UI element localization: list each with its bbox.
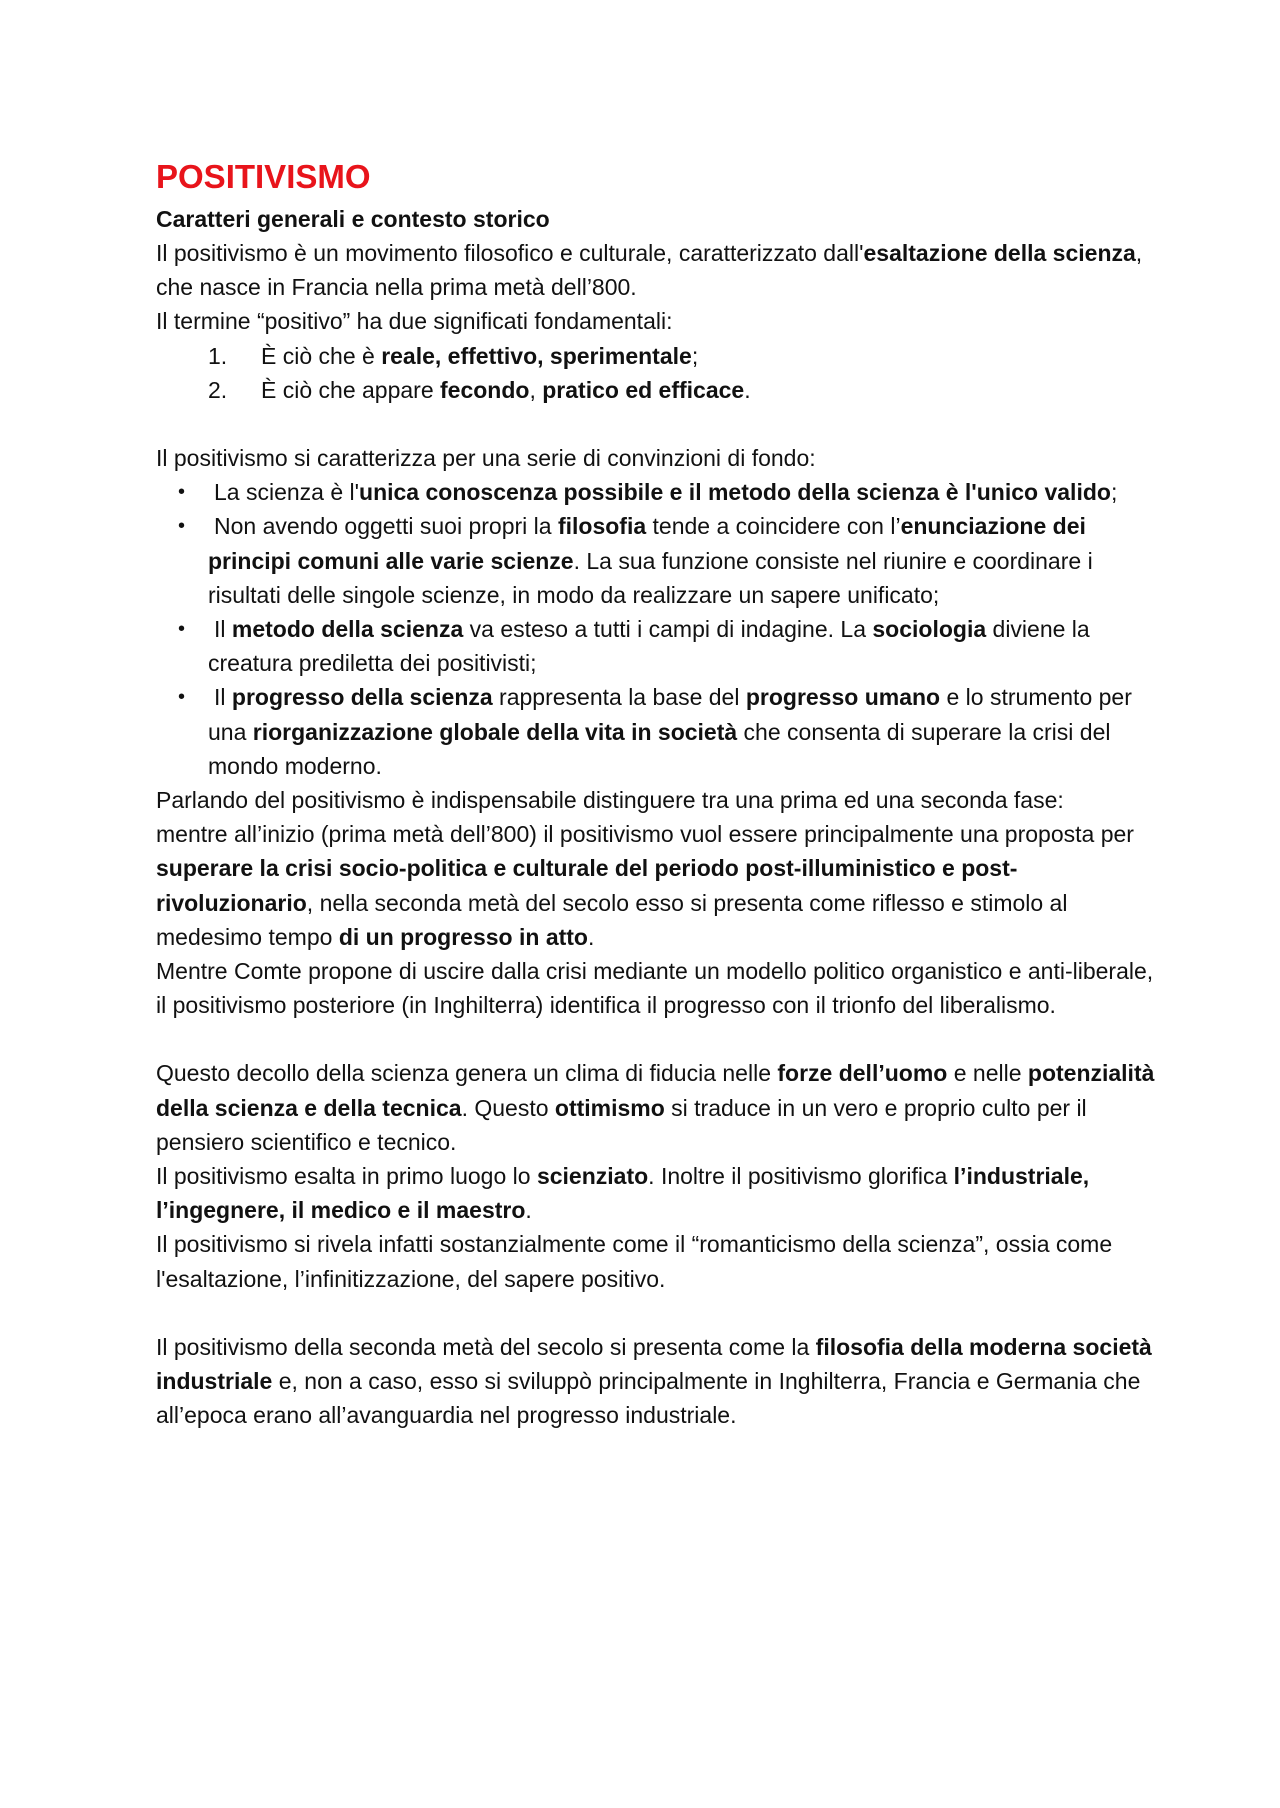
bold-text: filosofia della moderna società industriale xyxy=(156,1333,1152,1395)
romanticismo-paragraph xyxy=(156,1227,1160,1295)
bold-text: metodo della scienza xyxy=(231,616,464,643)
list-item-text xyxy=(208,616,1090,676)
list-item xyxy=(156,612,1160,680)
list-item xyxy=(156,373,1160,407)
text-run: È ciò che è xyxy=(261,342,382,369)
list-item-text xyxy=(208,479,1117,505)
text-run: Non avendo oggetti suoi propri la xyxy=(214,513,558,540)
text-run: e, non a caso, esso si sviluppò principalmente in Inghilterra, Francia e Germania che all’epoca erano all’avanguardia nel progresso industriale. xyxy=(156,1368,1141,1429)
text-run: rappresenta la base del xyxy=(492,684,746,711)
spacer xyxy=(156,407,1160,441)
text-run: Il termine “positivo” ha due significati fondamentali: xyxy=(156,308,673,335)
text-run: va esteso a tutti i campi di indagine. La xyxy=(463,616,873,643)
bold-text: potenzialità della scienza e della tecnica xyxy=(156,1060,1155,1121)
text-run: Mentre Comte propone di uscire dalla crisi mediante un modello politico organistico e anti-liberale, il positivismo posteriore (in Inghilterra) identifica il progresso con il trionfo del liberalismo. xyxy=(156,958,1154,1019)
convinzioni-intro-paragraph xyxy=(156,441,1160,475)
text-run: . Questo xyxy=(461,1094,555,1121)
list-item xyxy=(156,680,1160,783)
bold-text: forze dell’uomo xyxy=(777,1060,948,1087)
term-intro-paragraph xyxy=(156,304,1160,338)
list-item xyxy=(156,509,1160,612)
list-item-text xyxy=(208,513,1093,607)
text-run: Il positivismo della seconda metà del secolo si presenta come la xyxy=(156,1333,816,1360)
bold-text: sociologia xyxy=(872,616,987,643)
text-run: . xyxy=(744,376,751,403)
bullet-icon: • xyxy=(178,618,186,641)
bold-text: l’industriale, l’ingegnere, il medico e il maestro xyxy=(156,1163,1090,1224)
bold-text: progresso della scienza xyxy=(231,684,493,711)
meanings-list xyxy=(156,339,1160,407)
list-number: 1. xyxy=(208,342,228,369)
bold-text: fecondo xyxy=(440,376,530,403)
bold-text: scienziato xyxy=(536,1163,649,1190)
page-title: POSITIVISMO xyxy=(156,158,371,195)
text-run: , che nasce in Francia nella prima metà dell’800. xyxy=(156,240,1143,301)
bold-text: enunciazione dei principi comuni alle varie scienze xyxy=(208,513,1086,574)
text-run: e nelle xyxy=(947,1060,1028,1087)
text-run: ; xyxy=(691,342,699,369)
text-run: e lo strumento per una xyxy=(208,684,1132,745)
list-item-text xyxy=(261,377,751,403)
text-run: La scienza è l' xyxy=(214,479,360,506)
text-run: Parlando del positivismo è indispensabile distinguere tra una prima ed una seconda fase: xyxy=(156,787,1064,814)
list-number: 2. xyxy=(208,376,228,403)
spacer xyxy=(156,1296,1160,1330)
text-run: Questo decollo della scienza genera un clima di fiducia nelle xyxy=(156,1060,778,1087)
comte-paragraph xyxy=(156,954,1160,1022)
scienziato-paragraph xyxy=(156,1159,1160,1227)
decollo-paragraph xyxy=(156,1056,1160,1159)
text-run: Il positivismo si caratterizza per una serie di convinzioni di fondo: xyxy=(156,445,816,472)
text-run: . xyxy=(525,1197,532,1224)
bullet-icon: • xyxy=(178,515,186,538)
list-item-text xyxy=(208,684,1132,778)
bold-text: ottimismo xyxy=(554,1094,665,1121)
list-item xyxy=(156,475,1160,509)
text-run: ; xyxy=(1110,479,1118,506)
text-run: Il positivismo si rivela infatti sostanzialmente come il “romanticismo della scienza”, ossia come l'esaltazione, l’infinitizzazione, del sapere positivo. xyxy=(156,1231,1113,1292)
seconda-meta-paragraph xyxy=(156,1330,1160,1433)
text-run: che consenta di superare la crisi del mondo moderno. xyxy=(208,718,1111,779)
bold-text: riorganizzazione globale della vita in società xyxy=(252,718,738,745)
bold-text: pratico ed efficace xyxy=(542,376,745,403)
list-item xyxy=(156,339,1160,373)
intro-paragraph xyxy=(156,236,1160,304)
bullet-icon: • xyxy=(178,686,186,709)
text-run: . xyxy=(587,923,595,950)
bold-text: progresso umano xyxy=(745,684,941,711)
text-run: Il xyxy=(214,684,232,711)
bold-text: filosofia xyxy=(557,513,647,540)
bold-text: unica conoscenza possibile e il metodo della scienza è l'unico valido xyxy=(359,479,1111,506)
text-run: , nella seconda metà del secolo esso si presenta come riflesso e stimolo al medesimo tempo xyxy=(156,889,1068,950)
convinzioni-list xyxy=(156,475,1160,783)
bold-text: superare la crisi socio-politica e culturale del periodo post-illuministico e post-rivoluzionario xyxy=(156,855,1018,916)
text-run: mentre all’inizio (prima metà dell’800) il positivismo vuol essere principalmente una proposta per xyxy=(156,821,1134,848)
text-run: , xyxy=(529,376,543,403)
spacer xyxy=(156,1022,1160,1056)
bullet-icon: • xyxy=(178,481,186,504)
fasi-paragraph xyxy=(156,817,1160,954)
bold-text: esaltazione della scienza xyxy=(863,240,1136,266)
fasi-intro-paragraph xyxy=(156,783,1160,817)
text-run: . La sua funzione consiste nel riunire e coordinare i risultati delle singole scienze, in modo da realizzare un sapere unificato; xyxy=(208,547,1093,608)
text-run: È ciò che appare xyxy=(261,376,441,403)
text-run: tende a coincidere con l’ xyxy=(646,513,901,540)
section-subtitle: Caratteri generali e contesto storico xyxy=(156,206,550,232)
text-run: diviene la creatura prediletta dei positivisti; xyxy=(208,616,1090,677)
list-item-text xyxy=(261,343,698,369)
text-run: si traduce in un vero e proprio culto per il pensiero scientifico e tecnico. xyxy=(156,1094,1087,1155)
bold-text: di un progresso in atto xyxy=(338,923,588,950)
text-run: Il xyxy=(214,616,232,643)
text-run: . Inoltre il positivismo glorifica xyxy=(648,1163,954,1190)
bold-text: reale, effettivo, sperimentale xyxy=(381,342,692,369)
text-run: Il positivismo esalta in primo luogo lo xyxy=(156,1163,537,1190)
text-run: Il positivismo è un movimento filosofico e culturale, caratterizzato dall' xyxy=(156,240,864,266)
